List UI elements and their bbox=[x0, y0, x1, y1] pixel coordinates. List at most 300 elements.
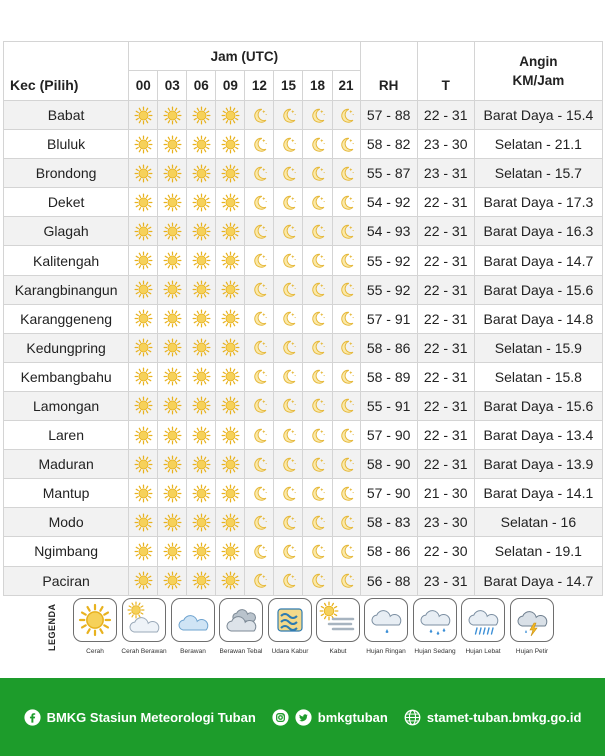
weather-cell-03 bbox=[158, 159, 187, 188]
weather-cell-18 bbox=[303, 101, 332, 130]
wind-value: Barat Daya - 14.1 bbox=[474, 479, 602, 508]
footer bbox=[0, 678, 605, 756]
weather-cell-21 bbox=[332, 391, 360, 420]
moon-icon bbox=[303, 309, 331, 328]
header-angin-line1: Angin bbox=[519, 54, 558, 69]
header-hour-00: 00 bbox=[129, 71, 158, 101]
moon-icon bbox=[274, 513, 302, 532]
heavy-rain-icon bbox=[461, 598, 505, 642]
sun-icon bbox=[187, 426, 215, 445]
weather-cell-03 bbox=[158, 362, 187, 391]
legend-item bbox=[460, 598, 506, 655]
moon-icon bbox=[245, 309, 273, 328]
temperature-value: 23 - 31 bbox=[417, 159, 474, 188]
weather-cell-06 bbox=[187, 188, 216, 217]
weather-cell-21 bbox=[332, 275, 360, 304]
twitter-icon bbox=[295, 709, 312, 726]
wind-value: Barat Daya - 15.6 bbox=[474, 391, 602, 420]
header-angin bbox=[474, 42, 602, 101]
legend-item bbox=[218, 598, 264, 655]
weather-cell-12 bbox=[245, 246, 274, 275]
moon-icon bbox=[333, 193, 360, 212]
moon-icon bbox=[274, 135, 302, 154]
weather-cell-06 bbox=[187, 391, 216, 420]
kecamatan-name: Karanggeneng bbox=[4, 304, 129, 333]
sun-icon bbox=[216, 542, 244, 561]
kecamatan-name: Bluluk bbox=[4, 130, 129, 159]
weather-cell-21 bbox=[332, 479, 360, 508]
sun-icon bbox=[158, 280, 186, 299]
weather-cell-15 bbox=[274, 508, 303, 537]
weather-cell-06 bbox=[187, 421, 216, 450]
moon-icon bbox=[274, 280, 302, 299]
weather-cell-06 bbox=[187, 159, 216, 188]
table-row bbox=[4, 537, 603, 566]
moon-icon bbox=[303, 338, 331, 357]
moon-icon bbox=[333, 309, 360, 328]
header-hour-09: 09 bbox=[216, 71, 245, 101]
weather-cell-12 bbox=[245, 362, 274, 391]
moon-icon bbox=[245, 455, 273, 474]
rh-value: 57 - 91 bbox=[360, 304, 417, 333]
sun-icon bbox=[187, 309, 215, 328]
rh-value: 55 - 91 bbox=[360, 391, 417, 420]
sun-icon bbox=[158, 542, 186, 561]
weather-cell-00 bbox=[129, 275, 158, 304]
moon-icon bbox=[303, 571, 331, 590]
weather-cell-18 bbox=[303, 246, 332, 275]
weather-cell-09 bbox=[216, 275, 245, 304]
wind-value: Selatan - 19.1 bbox=[474, 537, 602, 566]
weather-cell-18 bbox=[303, 333, 332, 362]
legend-label: Hujan Sedang bbox=[414, 648, 456, 655]
weather-cell-15 bbox=[274, 159, 303, 188]
weather-cell-09 bbox=[216, 362, 245, 391]
moon-icon bbox=[274, 164, 302, 183]
sun-icon bbox=[129, 106, 157, 125]
weather-cell-03 bbox=[158, 188, 187, 217]
moon-icon bbox=[303, 222, 331, 241]
weather-cell-12 bbox=[245, 479, 274, 508]
weather-cell-15 bbox=[274, 421, 303, 450]
rh-value: 55 - 92 bbox=[360, 246, 417, 275]
footer-social[interactable] bbox=[272, 709, 388, 726]
weather-cell-15 bbox=[274, 391, 303, 420]
moon-icon bbox=[303, 106, 331, 125]
weather-cell-21 bbox=[332, 217, 360, 246]
header-angin-line2: KM/Jam bbox=[512, 73, 565, 88]
weather-cell-12 bbox=[245, 450, 274, 479]
kecamatan-name: Maduran bbox=[4, 450, 129, 479]
weather-cell-21 bbox=[332, 188, 360, 217]
temperature-value: 22 - 31 bbox=[417, 188, 474, 217]
sun-icon bbox=[129, 280, 157, 299]
rh-value: 56 - 88 bbox=[360, 566, 417, 595]
sun-icon bbox=[158, 367, 186, 386]
weather-cell-09 bbox=[216, 101, 245, 130]
weather-cell-00 bbox=[129, 217, 158, 246]
weather-cell-09 bbox=[216, 304, 245, 333]
weather-cell-09 bbox=[216, 391, 245, 420]
forecast-table-container bbox=[3, 41, 603, 596]
sun-icon bbox=[216, 571, 244, 590]
table-row bbox=[4, 421, 603, 450]
table-row bbox=[4, 130, 603, 159]
weather-cell-15 bbox=[274, 246, 303, 275]
moon-icon bbox=[245, 513, 273, 532]
legend-label: Kabut bbox=[329, 648, 347, 655]
sun-icon bbox=[216, 106, 244, 125]
moon-icon bbox=[245, 135, 273, 154]
temperature-value: 23 - 30 bbox=[417, 508, 474, 537]
weather-cell-00 bbox=[129, 188, 158, 217]
sun-icon bbox=[216, 396, 244, 415]
weather-cell-00 bbox=[129, 566, 158, 595]
kecamatan-name: Laren bbox=[4, 421, 129, 450]
sun-icon bbox=[158, 222, 186, 241]
sun-icon bbox=[187, 484, 215, 503]
moon-icon bbox=[274, 484, 302, 503]
moon-icon bbox=[274, 193, 302, 212]
moon-icon bbox=[333, 164, 360, 183]
moon-icon bbox=[274, 455, 302, 474]
weather-cell-00 bbox=[129, 479, 158, 508]
weather-cell-09 bbox=[216, 450, 245, 479]
thick-cloud-icon bbox=[219, 598, 263, 642]
sun-icon bbox=[129, 251, 157, 270]
sun-icon bbox=[129, 513, 157, 532]
weather-cell-15 bbox=[274, 450, 303, 479]
weather-cell-18 bbox=[303, 275, 332, 304]
sun-icon bbox=[216, 426, 244, 445]
moon-icon bbox=[333, 542, 360, 561]
header-hour-15: 15 bbox=[274, 71, 303, 101]
globe-icon bbox=[404, 709, 421, 726]
weather-cell-09 bbox=[216, 566, 245, 595]
forecast-table bbox=[3, 41, 603, 596]
table-row bbox=[4, 101, 603, 130]
sun-icon bbox=[216, 513, 244, 532]
wind-value: Selatan - 15.7 bbox=[474, 159, 602, 188]
cloud-icon bbox=[171, 598, 215, 642]
weather-cell-09 bbox=[216, 537, 245, 566]
header-hour-03: 03 bbox=[158, 71, 187, 101]
moon-icon bbox=[274, 106, 302, 125]
sun-icon bbox=[187, 542, 215, 561]
moon-icon bbox=[245, 571, 273, 590]
weather-cell-21 bbox=[332, 566, 360, 595]
weather-cell-21 bbox=[332, 101, 360, 130]
weather-cell-21 bbox=[332, 159, 360, 188]
moon-icon bbox=[333, 222, 360, 241]
sun-icon bbox=[129, 367, 157, 386]
sun-icon bbox=[158, 164, 186, 183]
weather-cell-09 bbox=[216, 333, 245, 362]
kecamatan-name: Kedungpring bbox=[4, 333, 129, 362]
table-row bbox=[4, 566, 603, 595]
footer-facebook[interactable] bbox=[24, 709, 256, 726]
table-row bbox=[4, 362, 603, 391]
weather-cell-03 bbox=[158, 101, 187, 130]
sun-icon bbox=[216, 280, 244, 299]
weather-cell-00 bbox=[129, 537, 158, 566]
weather-cell-12 bbox=[245, 101, 274, 130]
sun-icon bbox=[129, 164, 157, 183]
temperature-value: 22 - 31 bbox=[417, 101, 474, 130]
kecamatan-name: Ngimbang bbox=[4, 537, 129, 566]
temperature-value: 22 - 31 bbox=[417, 391, 474, 420]
legend-item bbox=[509, 598, 555, 655]
moon-icon bbox=[303, 484, 331, 503]
temperature-value: 22 - 31 bbox=[417, 275, 474, 304]
sun-icon bbox=[129, 309, 157, 328]
legend-label: Berawan Tebal bbox=[219, 648, 263, 655]
sun-icon bbox=[158, 455, 186, 474]
sun-icon bbox=[158, 426, 186, 445]
moon-icon bbox=[274, 338, 302, 357]
footer-website-text: stamet-tuban.bmkg.go.id bbox=[426, 709, 582, 725]
legend-item bbox=[121, 598, 167, 655]
moon-icon bbox=[245, 164, 273, 183]
temperature-value: 23 - 30 bbox=[417, 130, 474, 159]
temperature-value: 22 - 31 bbox=[417, 421, 474, 450]
moon-icon bbox=[245, 251, 273, 270]
sun-icon bbox=[187, 513, 215, 532]
sun-icon bbox=[187, 280, 215, 299]
weather-cell-12 bbox=[245, 217, 274, 246]
wind-value: Barat Daya - 14.8 bbox=[474, 304, 602, 333]
moon-icon bbox=[303, 367, 331, 386]
moon-icon bbox=[333, 513, 360, 532]
weather-cell-12 bbox=[245, 188, 274, 217]
legend-item bbox=[412, 598, 458, 655]
weather-cell-21 bbox=[332, 362, 360, 391]
weather-cell-21 bbox=[332, 421, 360, 450]
header-kecamatan[interactable]: Kec (Pilih) bbox=[4, 42, 129, 101]
legend-item bbox=[315, 598, 361, 655]
weather-cell-12 bbox=[245, 537, 274, 566]
weather-cell-03 bbox=[158, 566, 187, 595]
sun-icon bbox=[187, 338, 215, 357]
weather-cell-15 bbox=[274, 130, 303, 159]
weather-cell-15 bbox=[274, 304, 303, 333]
moon-icon bbox=[274, 542, 302, 561]
weather-cell-03 bbox=[158, 391, 187, 420]
rh-value: 58 - 83 bbox=[360, 508, 417, 537]
weather-cell-06 bbox=[187, 246, 216, 275]
table-row bbox=[4, 275, 603, 304]
weather-cell-09 bbox=[216, 246, 245, 275]
moon-icon bbox=[303, 513, 331, 532]
sun-cloud-icon bbox=[122, 598, 166, 642]
temperature-value: 22 - 31 bbox=[417, 246, 474, 275]
weather-cell-00 bbox=[129, 101, 158, 130]
rh-value: 54 - 92 bbox=[360, 188, 417, 217]
table-row bbox=[4, 333, 603, 362]
rh-value: 55 - 92 bbox=[360, 275, 417, 304]
weather-cell-12 bbox=[245, 421, 274, 450]
moon-icon bbox=[333, 280, 360, 299]
legend-title: LEGENDA bbox=[47, 603, 57, 651]
weather-cell-00 bbox=[129, 246, 158, 275]
legend bbox=[0, 596, 605, 666]
sun-icon bbox=[187, 251, 215, 270]
moon-icon bbox=[303, 280, 331, 299]
temperature-value: 22 - 31 bbox=[417, 217, 474, 246]
kecamatan-name: Mantup bbox=[4, 479, 129, 508]
rh-value: 58 - 86 bbox=[360, 537, 417, 566]
sun-icon bbox=[129, 193, 157, 212]
wind-value: Barat Daya - 17.3 bbox=[474, 188, 602, 217]
moon-icon bbox=[274, 309, 302, 328]
rh-value: 55 - 87 bbox=[360, 159, 417, 188]
legend-label: Cerah Berawan bbox=[121, 648, 167, 655]
weather-cell-21 bbox=[332, 508, 360, 537]
weather-cell-06 bbox=[187, 508, 216, 537]
footer-website[interactable] bbox=[404, 709, 582, 726]
sun-icon bbox=[216, 135, 244, 154]
moon-icon bbox=[245, 222, 273, 241]
wind-value: Barat Daya - 13.9 bbox=[474, 450, 602, 479]
table-row bbox=[4, 450, 603, 479]
weather-cell-12 bbox=[245, 130, 274, 159]
sun-icon bbox=[158, 484, 186, 503]
weather-cell-00 bbox=[129, 421, 158, 450]
kecamatan-name: Babat bbox=[4, 101, 129, 130]
header-hour-06: 06 bbox=[187, 71, 216, 101]
weather-cell-00 bbox=[129, 333, 158, 362]
sun-icon bbox=[129, 222, 157, 241]
weather-cell-09 bbox=[216, 479, 245, 508]
weather-cell-18 bbox=[303, 537, 332, 566]
sun-icon bbox=[216, 367, 244, 386]
sun-icon bbox=[216, 222, 244, 241]
moon-icon bbox=[303, 542, 331, 561]
moon-icon bbox=[245, 338, 273, 357]
weather-cell-18 bbox=[303, 217, 332, 246]
sun-icon bbox=[129, 396, 157, 415]
weather-cell-21 bbox=[332, 537, 360, 566]
wind-value: Barat Daya - 16.3 bbox=[474, 217, 602, 246]
weather-cell-12 bbox=[245, 566, 274, 595]
sun-icon bbox=[73, 598, 117, 642]
moon-icon bbox=[333, 106, 360, 125]
weather-cell-18 bbox=[303, 508, 332, 537]
weather-cell-21 bbox=[332, 246, 360, 275]
weather-cell-21 bbox=[332, 304, 360, 333]
moon-icon bbox=[303, 193, 331, 212]
table-row bbox=[4, 246, 603, 275]
header-jam-utc: Jam (UTC) bbox=[129, 42, 360, 71]
moon-icon bbox=[333, 338, 360, 357]
wind-value: Barat Daya - 15.6 bbox=[474, 275, 602, 304]
moon-icon bbox=[303, 455, 331, 474]
moon-icon bbox=[245, 280, 273, 299]
sun-icon bbox=[158, 193, 186, 212]
temperature-value: 22 - 31 bbox=[417, 450, 474, 479]
weather-cell-15 bbox=[274, 537, 303, 566]
sun-icon bbox=[158, 338, 186, 357]
rh-value: 58 - 89 bbox=[360, 362, 417, 391]
weather-cell-00 bbox=[129, 304, 158, 333]
weather-cell-00 bbox=[129, 362, 158, 391]
weather-cell-15 bbox=[274, 333, 303, 362]
weather-cell-03 bbox=[158, 537, 187, 566]
kecamatan-name: Brondong bbox=[4, 159, 129, 188]
sun-icon bbox=[216, 193, 244, 212]
weather-cell-03 bbox=[158, 508, 187, 537]
weather-cell-09 bbox=[216, 130, 245, 159]
weather-cell-18 bbox=[303, 159, 332, 188]
weather-cell-15 bbox=[274, 479, 303, 508]
sun-icon bbox=[187, 571, 215, 590]
sun-icon bbox=[158, 309, 186, 328]
weather-cell-18 bbox=[303, 566, 332, 595]
moderate-rain-icon bbox=[413, 598, 457, 642]
moon-icon bbox=[245, 193, 273, 212]
sun-icon bbox=[129, 542, 157, 561]
sun-icon bbox=[187, 222, 215, 241]
temperature-value: 22 - 31 bbox=[417, 333, 474, 362]
kecamatan-name: Glagah bbox=[4, 217, 129, 246]
rh-value: 58 - 82 bbox=[360, 130, 417, 159]
moon-icon bbox=[274, 367, 302, 386]
moon-icon bbox=[333, 455, 360, 474]
weather-cell-03 bbox=[158, 304, 187, 333]
rh-value: 57 - 90 bbox=[360, 479, 417, 508]
moon-icon bbox=[333, 367, 360, 386]
weather-cell-03 bbox=[158, 333, 187, 362]
weather-cell-06 bbox=[187, 333, 216, 362]
legend-label: Hujan Petir bbox=[515, 648, 549, 655]
instagram-icon bbox=[272, 709, 289, 726]
moon-icon bbox=[245, 426, 273, 445]
rh-value: 58 - 86 bbox=[360, 333, 417, 362]
weather-cell-18 bbox=[303, 362, 332, 391]
weather-cell-09 bbox=[216, 508, 245, 537]
sun-icon bbox=[216, 164, 244, 183]
header-temperature: T bbox=[417, 42, 474, 101]
table-row bbox=[4, 479, 603, 508]
weather-cell-03 bbox=[158, 450, 187, 479]
sun-icon bbox=[129, 571, 157, 590]
weather-cell-06 bbox=[187, 217, 216, 246]
weather-cell-06 bbox=[187, 450, 216, 479]
sun-icon bbox=[129, 455, 157, 474]
weather-cell-15 bbox=[274, 217, 303, 246]
weather-cell-03 bbox=[158, 130, 187, 159]
moon-icon bbox=[245, 396, 273, 415]
moon-icon bbox=[274, 396, 302, 415]
footer-facebook-text: BMKG Stasiun Meteorologi Tuban bbox=[46, 709, 256, 725]
sun-icon bbox=[158, 106, 186, 125]
sun-icon bbox=[216, 309, 244, 328]
weather-cell-00 bbox=[129, 450, 158, 479]
weather-cell-00 bbox=[129, 391, 158, 420]
sun-icon bbox=[187, 396, 215, 415]
temperature-value: 21 - 30 bbox=[417, 479, 474, 508]
weather-cell-06 bbox=[187, 304, 216, 333]
legend-item bbox=[72, 598, 118, 655]
sun-icon bbox=[187, 193, 215, 212]
sun-icon bbox=[216, 455, 244, 474]
weather-cell-09 bbox=[216, 217, 245, 246]
moon-icon bbox=[333, 484, 360, 503]
table-row bbox=[4, 217, 603, 246]
weather-cell-12 bbox=[245, 391, 274, 420]
moon-icon bbox=[245, 484, 273, 503]
sun-icon bbox=[158, 513, 186, 532]
